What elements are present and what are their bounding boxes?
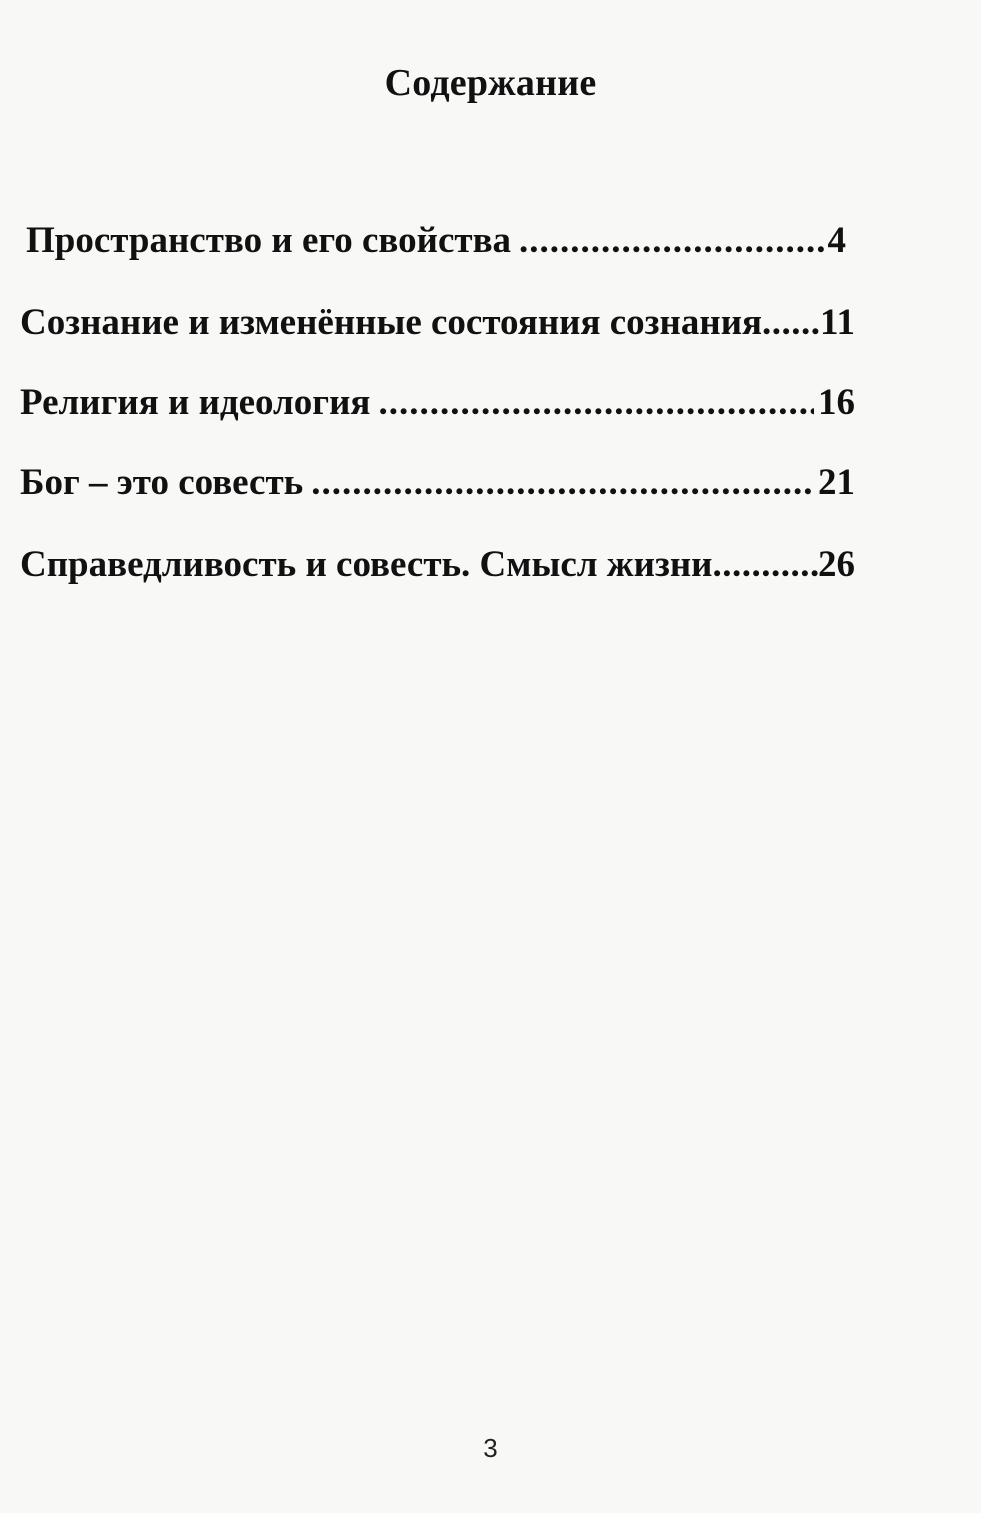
toc-entry-page: 4 <box>827 220 846 261</box>
toc-entry-title: Бог – это совесть <box>20 462 304 503</box>
toc-entry-title: Справедливость и совесть. Смысл жизни <box>20 544 713 585</box>
toc-entry-title: Сознание и изменённые состояния сознания <box>20 302 763 343</box>
toc-entry-page: 11 <box>820 302 855 343</box>
toc-dot-leader <box>519 218 823 264</box>
toc-dot-leader <box>311 460 814 506</box>
toc-dot-leader <box>712 542 818 588</box>
toc-entry <box>20 534 855 588</box>
page-number: 3 <box>483 1433 498 1463</box>
toc-entry-page: 16 <box>818 382 855 423</box>
toc-entry-title: Пространство и его свойства <box>26 220 512 261</box>
toc-entry-page: 26 <box>818 544 855 585</box>
toc-entry-page: 21 <box>818 462 855 503</box>
toc-dot-leader <box>762 300 820 346</box>
toc-entry-title: Религия и идеология <box>20 382 371 423</box>
toc-entry <box>20 452 855 506</box>
toc-entry <box>26 210 846 264</box>
toc-entry <box>20 292 855 346</box>
toc-entry <box>20 372 855 426</box>
toc-dot-leader <box>378 380 814 426</box>
page-title: Содержание <box>384 62 597 104</box>
